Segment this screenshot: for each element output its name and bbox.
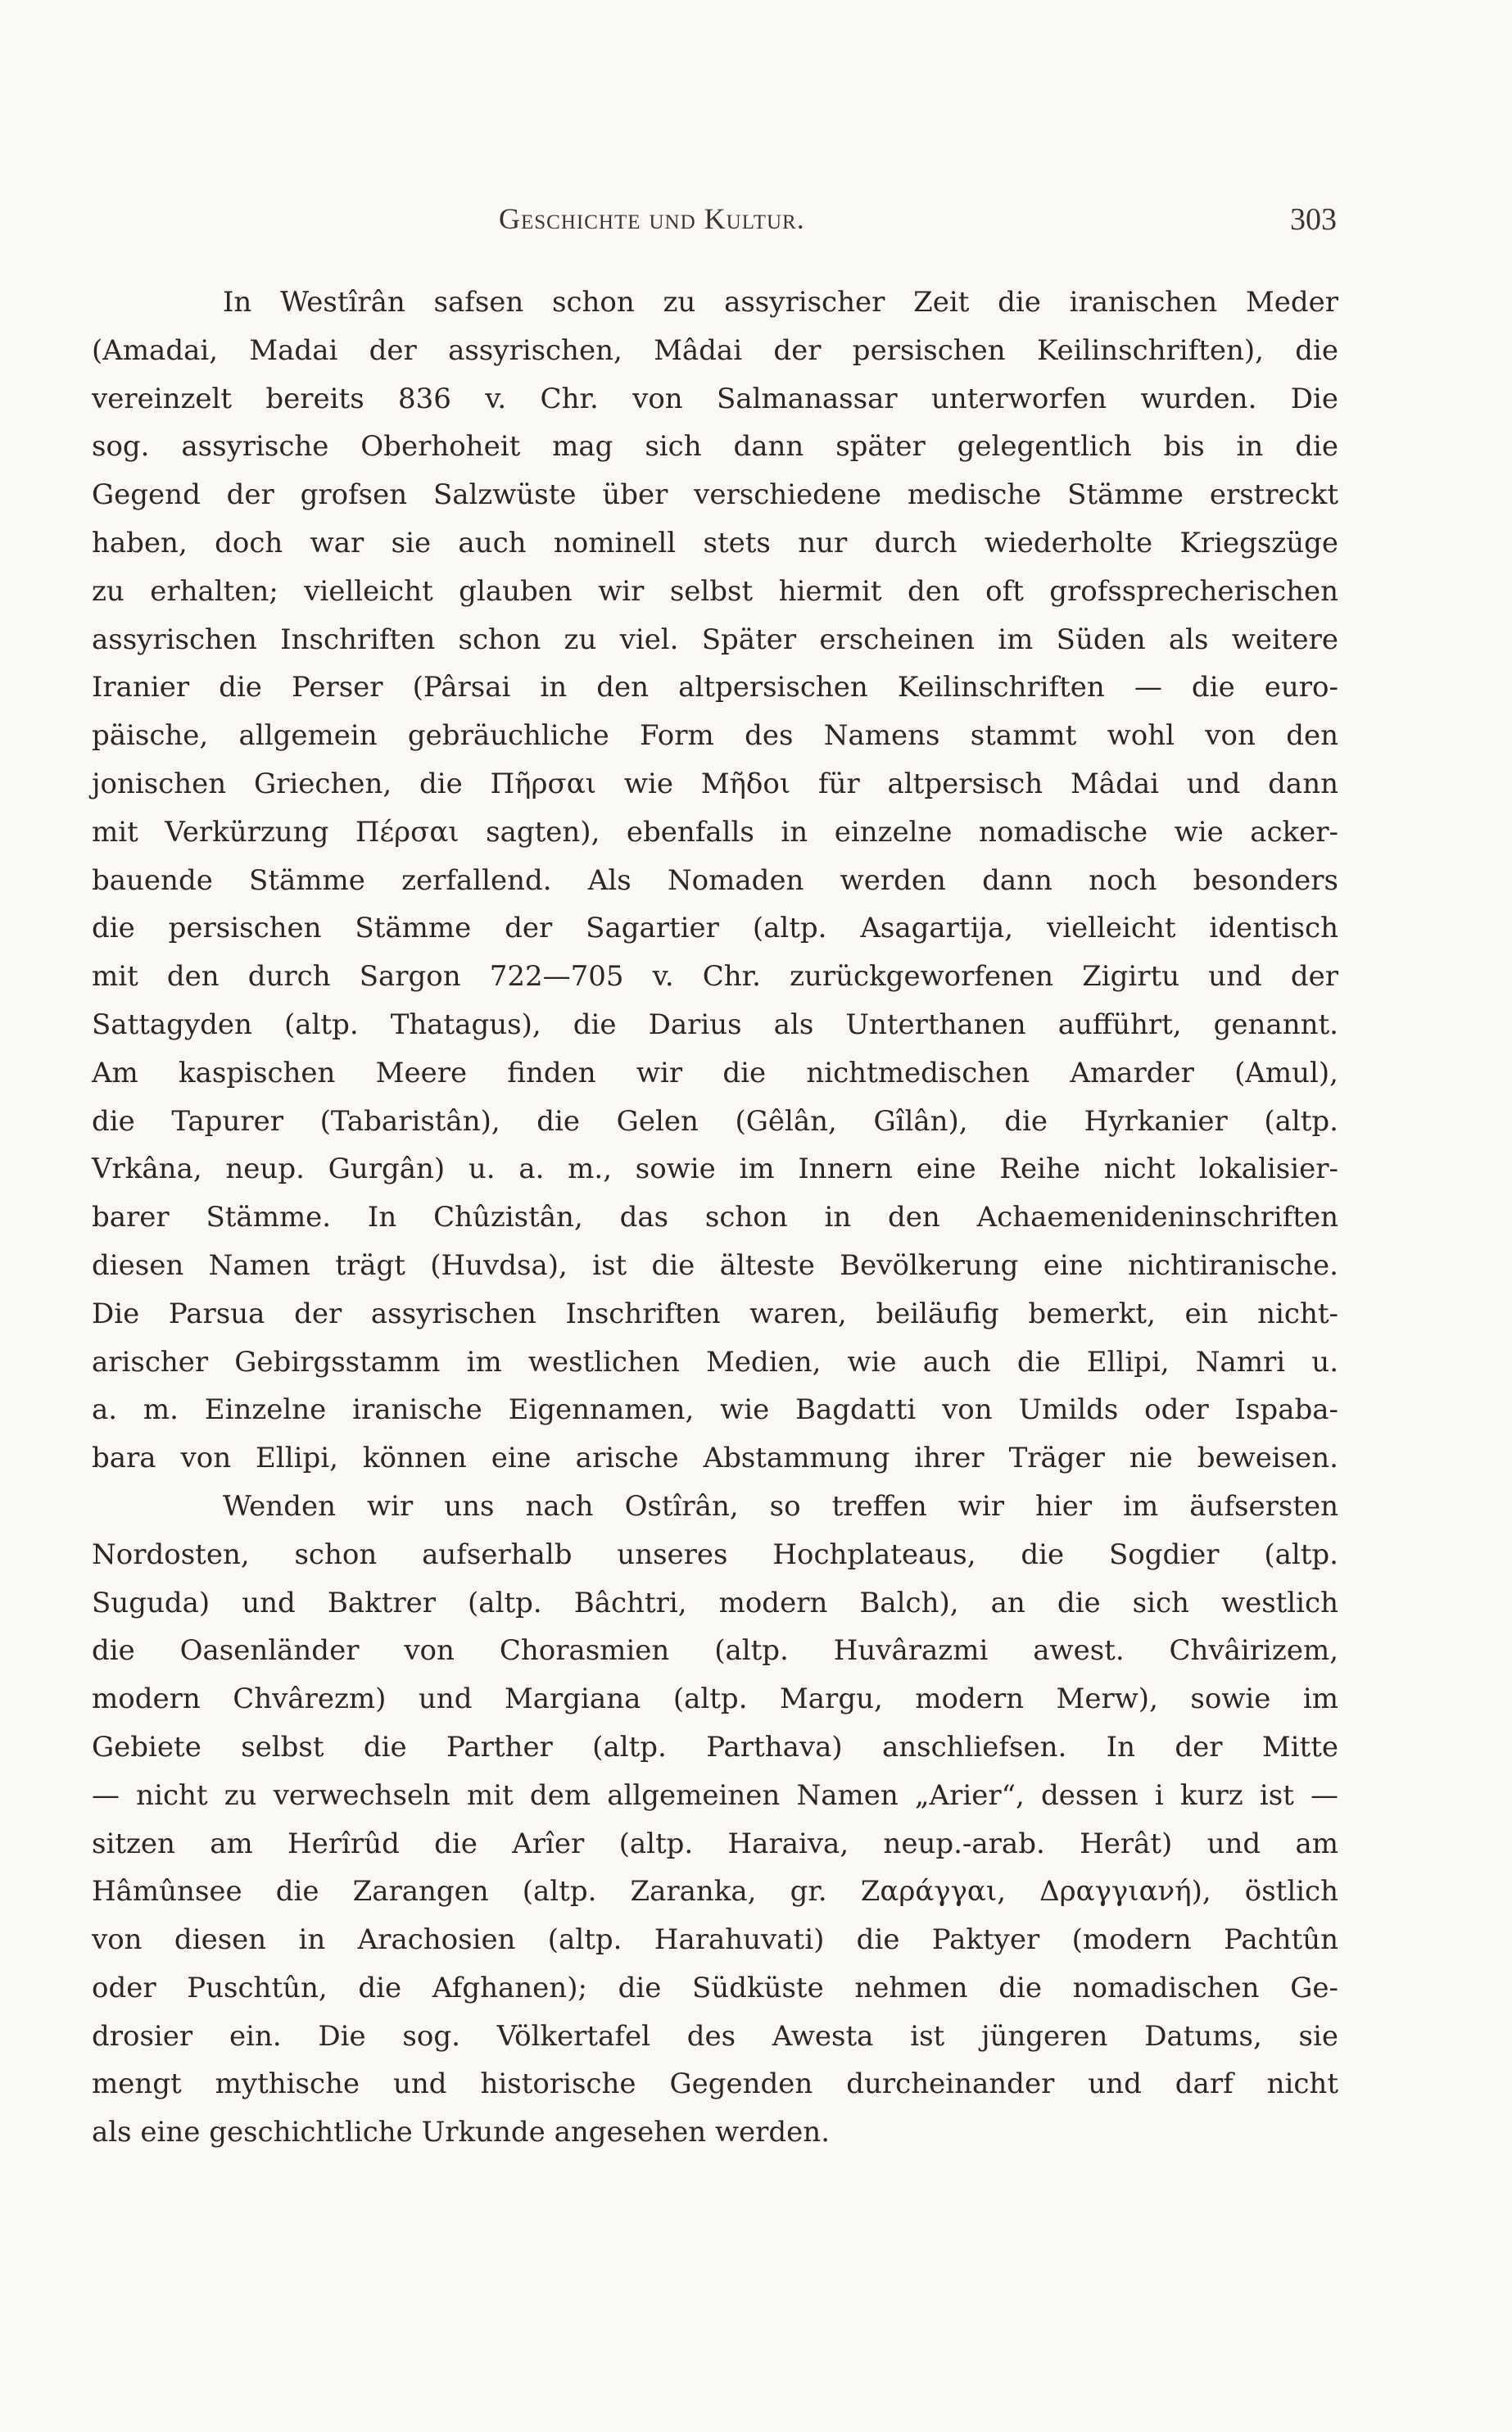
text-line: (Amadai, Madai der assyrischen, Mâdai der persischen Keilinschriften), die xyxy=(92,333,1338,367)
text-line: Die Parsua der assyrischen Inschriften waren, beiläufig bemerkt, ein nicht- xyxy=(92,1297,1338,1330)
text-line: Gegend der grofsen Salzwüste über verschiedene medische Stämme erstreckt xyxy=(92,478,1338,512)
text-line: barer Stämme. In Chûzistân, das schon in den Achaemenideninschriften xyxy=(92,1201,1338,1234)
text-line: sog. assyrische Oberhoheit mag sich dann später gelegentlich bis in die xyxy=(92,430,1338,464)
body-text xyxy=(92,279,1338,2157)
text-line: haben, doch war sie auch nominell stets nur durch wiederholte Kriegszüge xyxy=(92,526,1338,559)
text-line: mit Verkürzung Πέρσαι sagten), ebenfalls in einzelne nomadische wie acker- xyxy=(92,815,1338,849)
text-line: diesen Namen trägt (Huvdsa), ist die älteste Bevölkerung eine nichtiranische. xyxy=(92,1248,1338,1282)
text-line: die persischen Stämme der Sagartier (altp. Asagartija, vielleicht identisch xyxy=(92,912,1338,945)
text-line: Hâmûnsee die Zarangen (altp. Zaranka, gr. Ζαράγγαι, Δραγγιανή), östlich xyxy=(92,1875,1338,1909)
text-line: die Tapurer (Tabaristân), die Gelen (Gêlân, Gîlân), die Hyrkanier (altp. xyxy=(92,1104,1338,1138)
text-line: Gebiete selbst die Parther (altp. Parthava) anschliefsen. In der Mitte xyxy=(92,1730,1338,1764)
text-line: — nicht zu verwechseln mit dem allgemeinen Namen „Arier“, dessen i kurz ist — xyxy=(92,1778,1338,1812)
text-line: Suguda) und Baktrer (altp. Bâchtri, modern Balch), an die sich westlich xyxy=(92,1586,1338,1619)
text-line: mit den durch Sargon 722—705 v. Chr. zurückgeworfenen Zigirtu und der xyxy=(92,960,1338,994)
page-header xyxy=(92,202,1337,244)
text-line: Vrkâna, neup. Gurgân) u. a. m., sowie im Innern eine Reihe nicht lokalisier- xyxy=(92,1153,1338,1186)
text-line: sitzen am Herîrûd die Arîer (altp. Haraiva, neup.-arab. Herât) und am xyxy=(92,1827,1338,1860)
text-line: bauende Stämme zerfallend. Als Nomaden werden dann noch besonders xyxy=(92,863,1338,897)
running-title: Geschichte und Kultur. xyxy=(499,202,805,235)
text-line: zu erhalten; vielleicht glauben wir selbst hiermit den oft grofssprecherischen xyxy=(92,574,1338,608)
text-line: oder Puschtûn, die Afghanen); die Südküste nehmen die nomadischen Ge- xyxy=(92,1971,1338,2004)
text-line: a. m. Einzelne iranische Eigennamen, wie Bagdatti von Umilds oder Ispaba- xyxy=(92,1393,1338,1427)
text-line: Iranier die Perser (Pârsai in den altpersischen Keilinschriften — die euro- xyxy=(92,671,1338,704)
text-line: arischer Gebirgsstamm im westlichen Medien, wie auch die Ellipi, Namri u. xyxy=(92,1345,1338,1379)
text-line: von diesen in Arachosien (altp. Harahuvati) die Paktyer (modern Pachtûn xyxy=(92,1923,1338,1957)
text-line: Nordosten, schon aufserhalb unseres Hochplateaus, die Sogdier (altp. xyxy=(92,1538,1338,1571)
text-line: assyrischen Inschriften schon zu viel. Später erscheinen im Süden als weitere xyxy=(92,623,1338,656)
text-line: als eine geschichtliche Urkunde angesehen werden. xyxy=(92,2116,830,2149)
text-line: vereinzelt bereits 836 v. Chr. von Salmanassar unterworfen wurden. Die xyxy=(92,382,1338,415)
page-number: 303 xyxy=(1290,202,1337,237)
text-line: mengt mythische und historische Gegenden durcheinander und darf nicht xyxy=(92,2067,1338,2101)
text-line: päische, allgemein gebräuchliche Form des Namens stammt wohl von den xyxy=(92,719,1338,753)
text-line: jonischen Griechen, die Πῆρσαι wie Μῆδοι für altpersisch Mâdai und dann xyxy=(92,767,1338,800)
text-line: modern Chvârezm) und Margiana (altp. Margu, modern Merw), sowie im xyxy=(92,1682,1338,1716)
text-line: In Westîrân safsen schon zu assyrischer Zeit die iranischen Meder xyxy=(223,286,1338,319)
text-line: Am kaspischen Meere finden wir die nichtmedischen Amarder (Amul), xyxy=(92,1056,1338,1089)
text-line: die Oasenländer von Chorasmien (altp. Huvârazmi awest. Chvâirizem, xyxy=(92,1634,1338,1668)
text-line: Wenden wir uns nach Ostîrân, so treffen wir hier im äufsersten xyxy=(223,1489,1338,1523)
text-line: bara von Ellipi, können eine arische Abstammung ihrer Träger nie beweisen. xyxy=(92,1442,1338,1475)
text-line: drosier ein. Die sog. Völkertafel des Awesta ist jüngeren Datums, sie xyxy=(92,2019,1338,2053)
text-line: Sattagyden (altp. Thatagus), die Darius als Unterthanen aufführt, genannt. xyxy=(92,1008,1338,1041)
